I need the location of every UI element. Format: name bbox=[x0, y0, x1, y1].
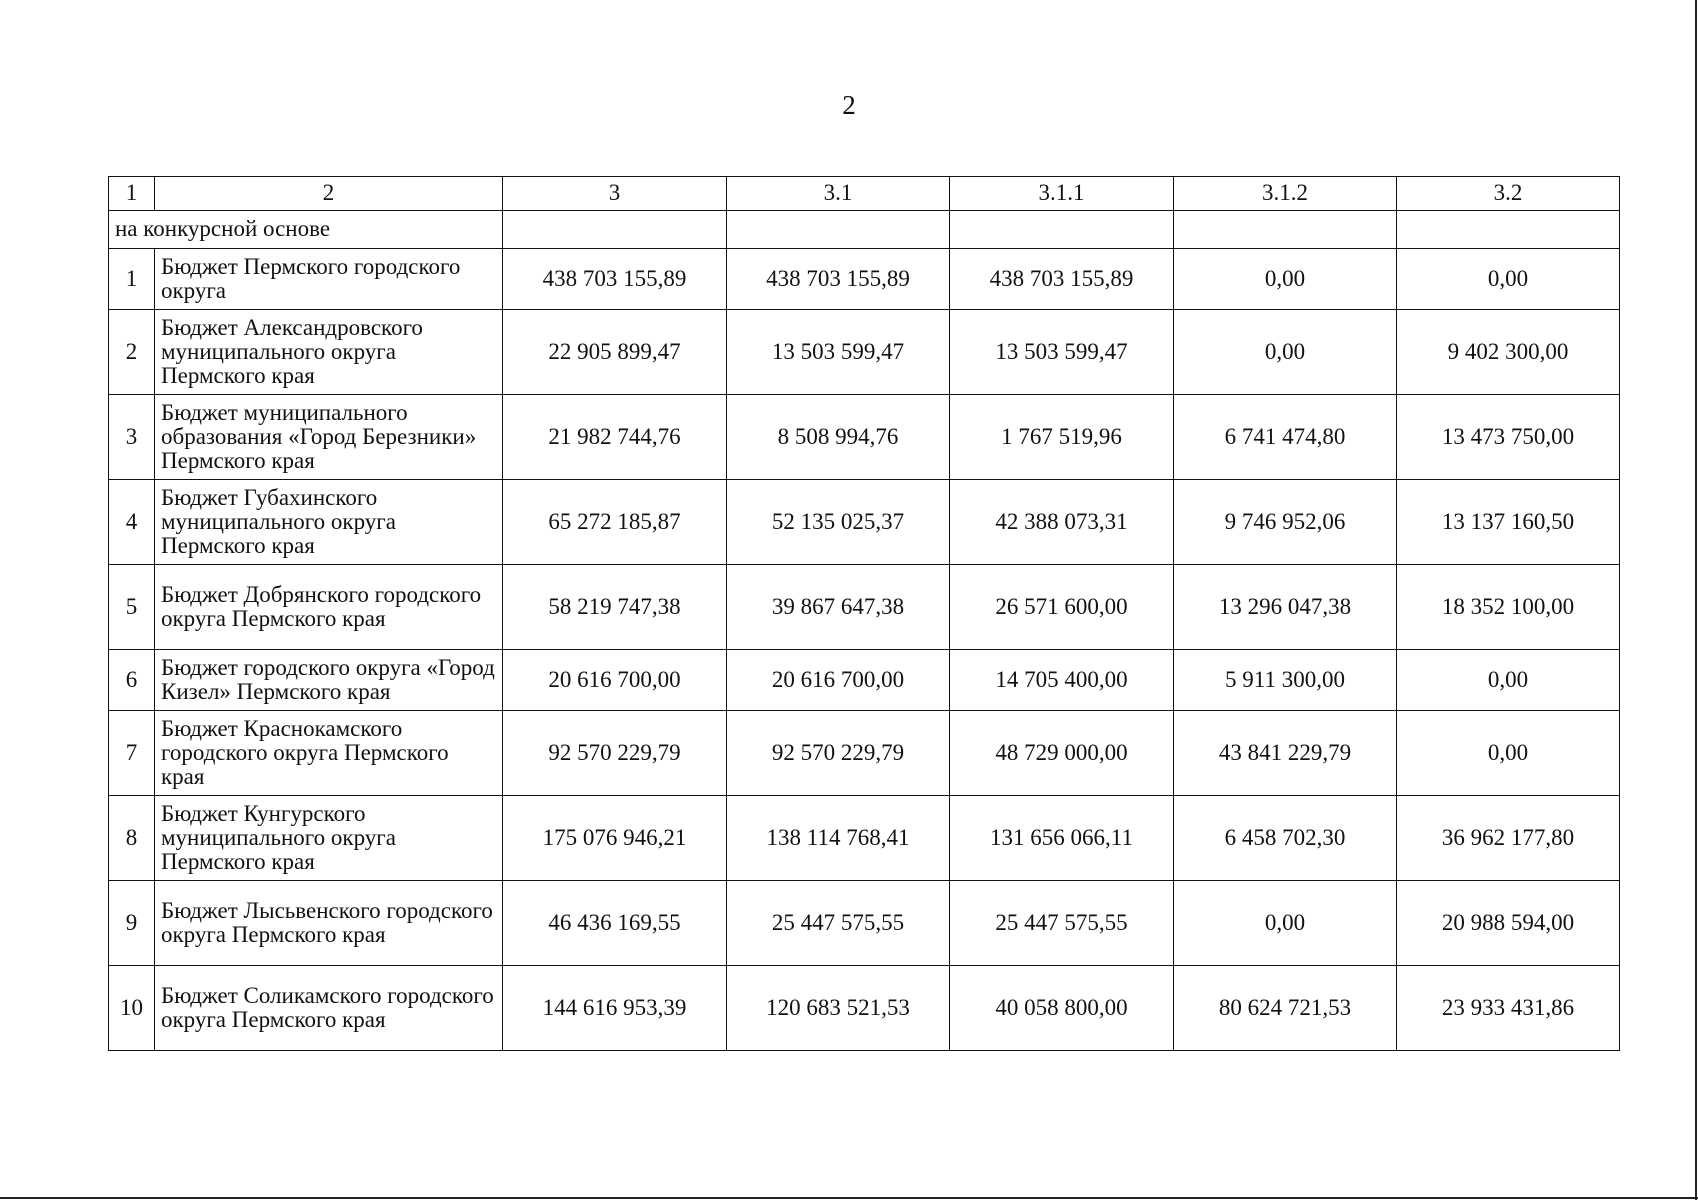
amount-3-1-2: 6 741 474,80 bbox=[1174, 395, 1397, 480]
amount-3-1: 438 703 155,89 bbox=[727, 249, 950, 310]
amount-3-1-2: 0,00 bbox=[1174, 881, 1397, 966]
budget-name: Бюджет Губахинского муниципального округа Пермского края bbox=[155, 480, 503, 565]
amount-3-1: 92 570 229,79 bbox=[727, 711, 950, 796]
amount-3-1: 52 135 025,37 bbox=[727, 480, 950, 565]
empty-cell bbox=[1397, 211, 1620, 249]
amount-3-2: 9 402 300,00 bbox=[1397, 310, 1620, 395]
row-number: 6 bbox=[109, 650, 155, 711]
budget-table bbox=[108, 176, 1620, 1051]
row-number: 1 bbox=[109, 249, 155, 310]
amount-3: 175 076 946,21 bbox=[503, 796, 727, 881]
row-number: 7 bbox=[109, 711, 155, 796]
table-row bbox=[109, 395, 1620, 480]
budget-name: Бюджет Александровского муниципального округа Пермского края bbox=[155, 310, 503, 395]
amount-3-1: 8 508 994,76 bbox=[727, 395, 950, 480]
empty-cell bbox=[1174, 211, 1397, 249]
column-header: 3.1.2 bbox=[1174, 177, 1397, 211]
row-number: 9 bbox=[109, 881, 155, 966]
table-row bbox=[109, 249, 1620, 310]
amount-3-1-2: 6 458 702,30 bbox=[1174, 796, 1397, 881]
budget-name: Бюджет Пермского городского округа bbox=[155, 249, 503, 310]
column-header: 3 bbox=[503, 177, 727, 211]
amount-3-1-2: 0,00 bbox=[1174, 249, 1397, 310]
amount-3-1: 39 867 647,38 bbox=[727, 565, 950, 650]
budget-name: Бюджет муниципального образования «Город Березники» Пермского края bbox=[155, 395, 503, 480]
column-header: 3.2 bbox=[1397, 177, 1620, 211]
column-header: 3.1 bbox=[727, 177, 950, 211]
table-row bbox=[109, 711, 1620, 796]
amount-3-1-1: 131 656 066,11 bbox=[950, 796, 1174, 881]
amount-3-2: 13 473 750,00 bbox=[1397, 395, 1620, 480]
amount-3: 438 703 155,89 bbox=[503, 249, 727, 310]
amount-3-1-2: 43 841 229,79 bbox=[1174, 711, 1397, 796]
amount-3: 46 436 169,55 bbox=[503, 881, 727, 966]
amount-3-1-2: 5 911 300,00 bbox=[1174, 650, 1397, 711]
amount-3-2: 0,00 bbox=[1397, 249, 1620, 310]
amount-3-1: 120 683 521,53 bbox=[727, 966, 950, 1051]
amount-3-2: 0,00 bbox=[1397, 650, 1620, 711]
table-row bbox=[109, 796, 1620, 881]
column-header: 2 bbox=[155, 177, 503, 211]
budget-name: Бюджет Добрянского городского округа Пермского края bbox=[155, 565, 503, 650]
row-number: 3 bbox=[109, 395, 155, 480]
amount-3-1-2: 9 746 952,06 bbox=[1174, 480, 1397, 565]
amount-3: 21 982 744,76 bbox=[503, 395, 727, 480]
amount-3-2: 36 962 177,80 bbox=[1397, 796, 1620, 881]
table-row bbox=[109, 966, 1620, 1051]
empty-cell bbox=[950, 211, 1174, 249]
amount-3-1: 138 114 768,41 bbox=[727, 796, 950, 881]
empty-cell bbox=[503, 211, 727, 249]
scan-edge-right bbox=[1695, 0, 1697, 1200]
row-number: 5 bbox=[109, 565, 155, 650]
table-row bbox=[109, 480, 1620, 565]
scan-edge-bottom bbox=[0, 1197, 1698, 1199]
amount-3-2: 13 137 160,50 bbox=[1397, 480, 1620, 565]
budget-name: Бюджет Соликамского городского округа Пермского края bbox=[155, 966, 503, 1051]
amount-3-1-1: 14 705 400,00 bbox=[950, 650, 1174, 711]
amount-3-1-1: 26 571 600,00 bbox=[950, 565, 1174, 650]
amount-3-1-1: 1 767 519,96 bbox=[950, 395, 1174, 480]
table-row bbox=[109, 650, 1620, 711]
amount-3-1-1: 438 703 155,89 bbox=[950, 249, 1174, 310]
amount-3-2: 23 933 431,86 bbox=[1397, 966, 1620, 1051]
amount-3-1-1: 42 388 073,31 bbox=[950, 480, 1174, 565]
amount-3: 58 219 747,38 bbox=[503, 565, 727, 650]
amount-3-1-2: 80 624 721,53 bbox=[1174, 966, 1397, 1051]
amount-3: 65 272 185,87 bbox=[503, 480, 727, 565]
amount-3: 20 616 700,00 bbox=[503, 650, 727, 711]
column-header: 3.1.1 bbox=[950, 177, 1174, 211]
row-number: 8 bbox=[109, 796, 155, 881]
page-number: 2 bbox=[842, 90, 856, 120]
table-row bbox=[109, 881, 1620, 966]
amount-3: 144 616 953,39 bbox=[503, 966, 727, 1051]
amount-3-2: 18 352 100,00 bbox=[1397, 565, 1620, 650]
amount-3-1: 25 447 575,55 bbox=[727, 881, 950, 966]
amount-3-2: 0,00 bbox=[1397, 711, 1620, 796]
row-number: 4 bbox=[109, 480, 155, 565]
amount-3: 22 905 899,47 bbox=[503, 310, 727, 395]
amount-3-1-2: 0,00 bbox=[1174, 310, 1397, 395]
amount-3-1: 13 503 599,47 bbox=[727, 310, 950, 395]
column-number-row bbox=[109, 177, 1620, 211]
amount-3-1-1: 48 729 000,00 bbox=[950, 711, 1174, 796]
table-row bbox=[109, 565, 1620, 650]
amount-3: 92 570 229,79 bbox=[503, 711, 727, 796]
amount-3-2: 20 988 594,00 bbox=[1397, 881, 1620, 966]
budget-name: Бюджет Кунгурского муниципального округа Пермского края bbox=[155, 796, 503, 881]
row-number: 10 bbox=[109, 966, 155, 1051]
row-number: 2 bbox=[109, 310, 155, 395]
empty-cell bbox=[727, 211, 950, 249]
budget-name: Бюджет городского округа «Город Кизел» Пермского края bbox=[155, 650, 503, 711]
amount-3-1: 20 616 700,00 bbox=[727, 650, 950, 711]
amount-3-1-1: 13 503 599,47 bbox=[950, 310, 1174, 395]
table-row bbox=[109, 310, 1620, 395]
amount-3-1-1: 40 058 800,00 bbox=[950, 966, 1174, 1051]
amount-3-1-2: 13 296 047,38 bbox=[1174, 565, 1397, 650]
budget-name: Бюджет Краснокамского городского округа Пермского края bbox=[155, 711, 503, 796]
column-header: 1 bbox=[109, 177, 155, 211]
section-label: на конкурсной основе bbox=[109, 211, 503, 249]
section-row bbox=[109, 211, 1620, 249]
amount-3-1-1: 25 447 575,55 bbox=[950, 881, 1174, 966]
budget-name: Бюджет Лысьвенского городского округа Пермского края bbox=[155, 881, 503, 966]
